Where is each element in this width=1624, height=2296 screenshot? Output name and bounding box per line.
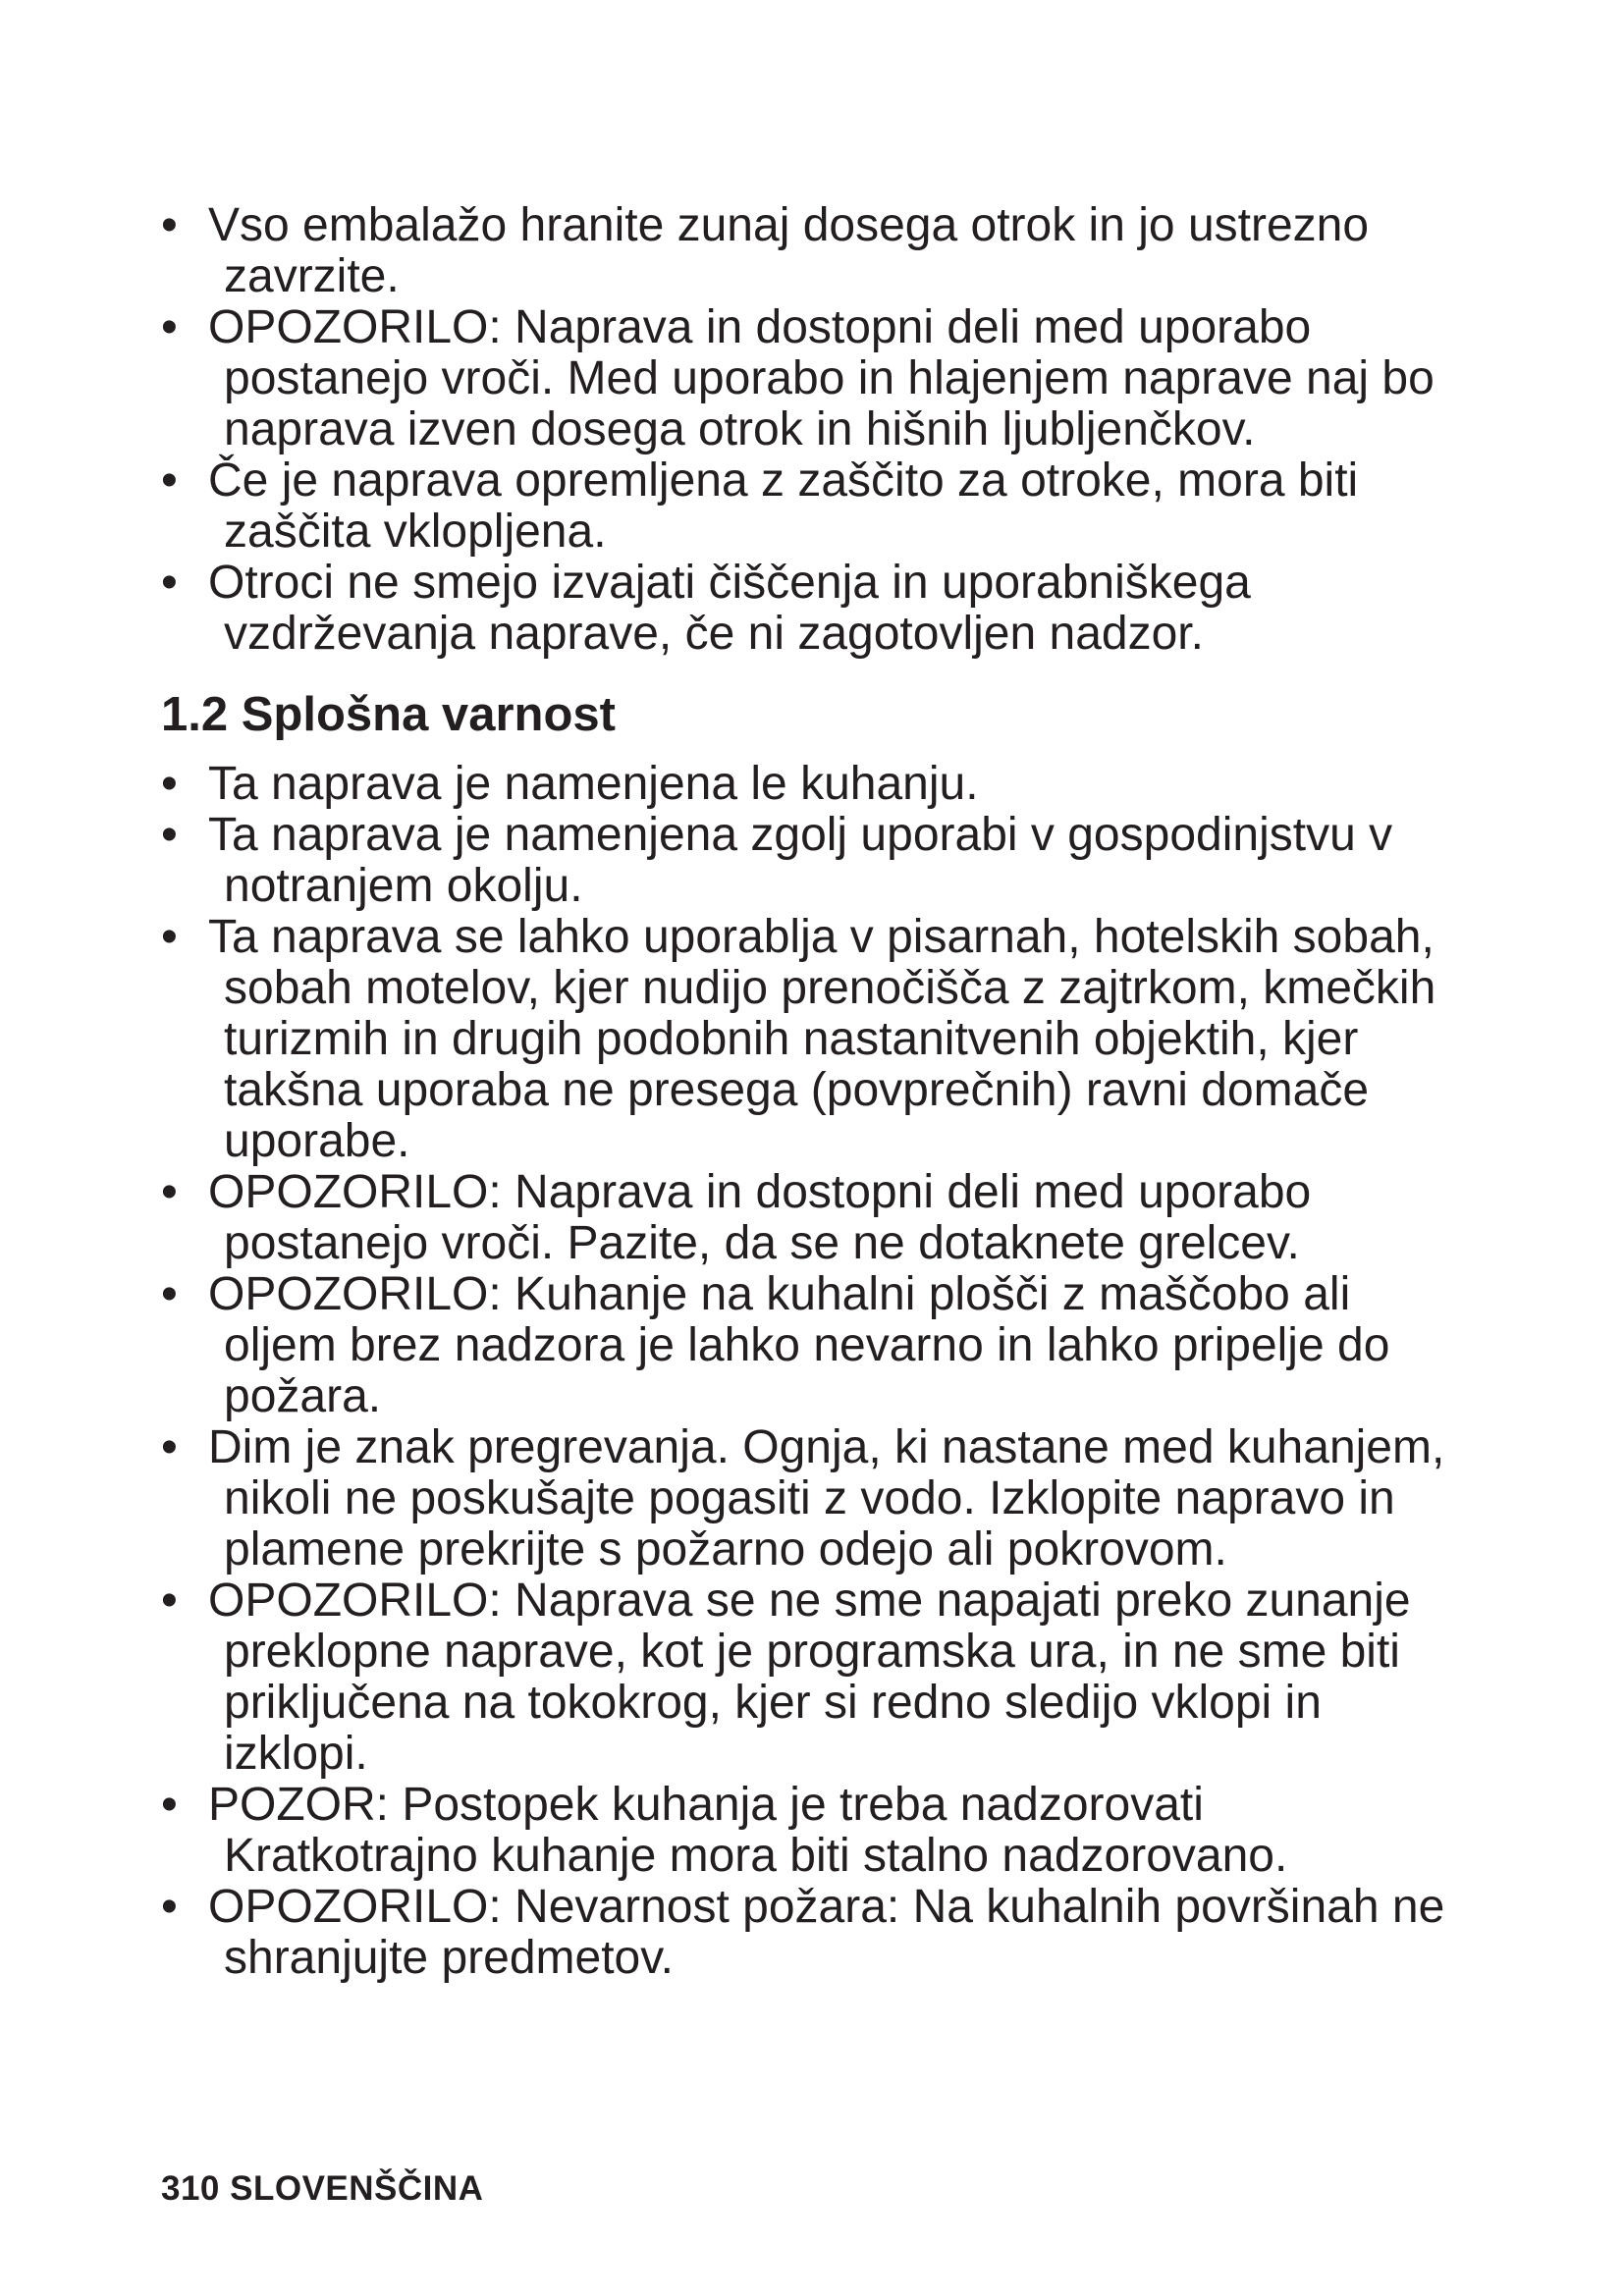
list-item xyxy=(161,1780,1457,1882)
bullet-icon: • xyxy=(161,454,178,507)
bullet-icon: • xyxy=(161,1779,178,1831)
warning-list-top xyxy=(161,200,1457,660)
list-item-text: Če je naprava opremljena z zaščito za otroke, mora biti zaščita vklopljena. xyxy=(208,454,1359,558)
bullet-icon: • xyxy=(161,1421,178,1473)
list-item xyxy=(161,810,1457,912)
bullet-icon: • xyxy=(161,301,178,353)
bullet-icon: • xyxy=(161,1268,178,1320)
bullet-icon: • xyxy=(161,1166,178,1218)
bullet-icon: • xyxy=(161,1575,178,1627)
list-item-text: POZOR: Postopek kuhanja je treba nadzorovati Kratkotrajno kuhanje mora biti stalno nadzorovano. xyxy=(208,1779,1288,1882)
list-item xyxy=(161,759,1457,810)
bullet-icon: • xyxy=(161,758,178,810)
list-item xyxy=(161,558,1457,660)
page-footer: 310 SLOVENŠČINA xyxy=(161,2169,484,2208)
list-item-text: OPOZORILO: Naprava in dostopni deli med uporabo postanejo vroči. Med uporabo in hlajenjem naprave naj bo naprava izven dosega otrok in hišnih ljubljenčkov. xyxy=(208,301,1435,455)
bullet-icon: • xyxy=(161,557,178,609)
list-item xyxy=(161,1167,1457,1269)
bullet-icon: • xyxy=(161,199,178,251)
section-heading: 1.2 Splošna varnost xyxy=(161,688,616,741)
list-item xyxy=(161,302,1457,455)
list-item-text: Otroci ne smejo izvajati čiščenja in uporabniškega vzdrževanja naprave, če ni zagotovljen nadzor. xyxy=(208,557,1251,660)
bullet-icon: • xyxy=(161,911,178,963)
list-item xyxy=(161,455,1457,558)
bullet-icon: • xyxy=(161,809,178,861)
list-item xyxy=(161,1269,1457,1422)
list-item-text: Ta naprava je namenjena zgolj uporabi v gospodinjstvu v notranjem okolju. xyxy=(208,809,1393,912)
list-item-text: OPOZORILO: Kuhanje na kuhalni plošči z maščobo ali oljem brez nadzora je lahko nevarno in lahko pripelje do požara. xyxy=(208,1268,1390,1422)
list-item-text: Vso embalažo hranite zunaj dosega otrok in jo ustrezno zavrzite. xyxy=(208,199,1370,302)
list-item xyxy=(161,1575,1457,1780)
list-item-text: Dim je znak pregrevanja. Ognja, ki nastane med kuhanjem, nikoli ne poskušajte pogasiti z vodo. Izklopite napravo in plamene prekrijte s požarno odejo ali pokrovom. xyxy=(208,1421,1445,1575)
list-item-text: Ta naprava se lahko uporablja v pisarnah, hotelskih sobah, sobah motelov, kjer nudijo prenočišča z zajtrkom, kmečkih turizmih in drugih podobnih nastanitvenih objektih, kjer takšna uporaba ne presega (povprečnih) ravni domače uporabe. xyxy=(208,911,1436,1167)
list-item xyxy=(161,912,1457,1167)
list-item xyxy=(161,1882,1457,1984)
list-item-text: OPOZORILO: Naprava se ne sme napajati preko zunanje preklopne naprave, kot je programska ura, in ne sme biti priključena na tokokrog, kjer si redno sledijo vklopi in izklopi. xyxy=(208,1575,1411,1780)
list-item-text: Ta naprava je namenjena le kuhanju. xyxy=(208,758,979,810)
general-safety-list xyxy=(161,759,1457,1984)
list-item-text: OPOZORILO: Nevarnost požara: Na kuhalnih površinah ne shranjujte predmetov. xyxy=(208,1881,1445,1984)
list-item xyxy=(161,200,1457,302)
list-item-text: OPOZORILO: Naprava in dostopni deli med uporabo postanejo vroči. Pazite, da se ne dotaknete grelcev. xyxy=(208,1166,1312,1269)
bullet-icon: • xyxy=(161,1881,178,1933)
list-item xyxy=(161,1422,1457,1575)
